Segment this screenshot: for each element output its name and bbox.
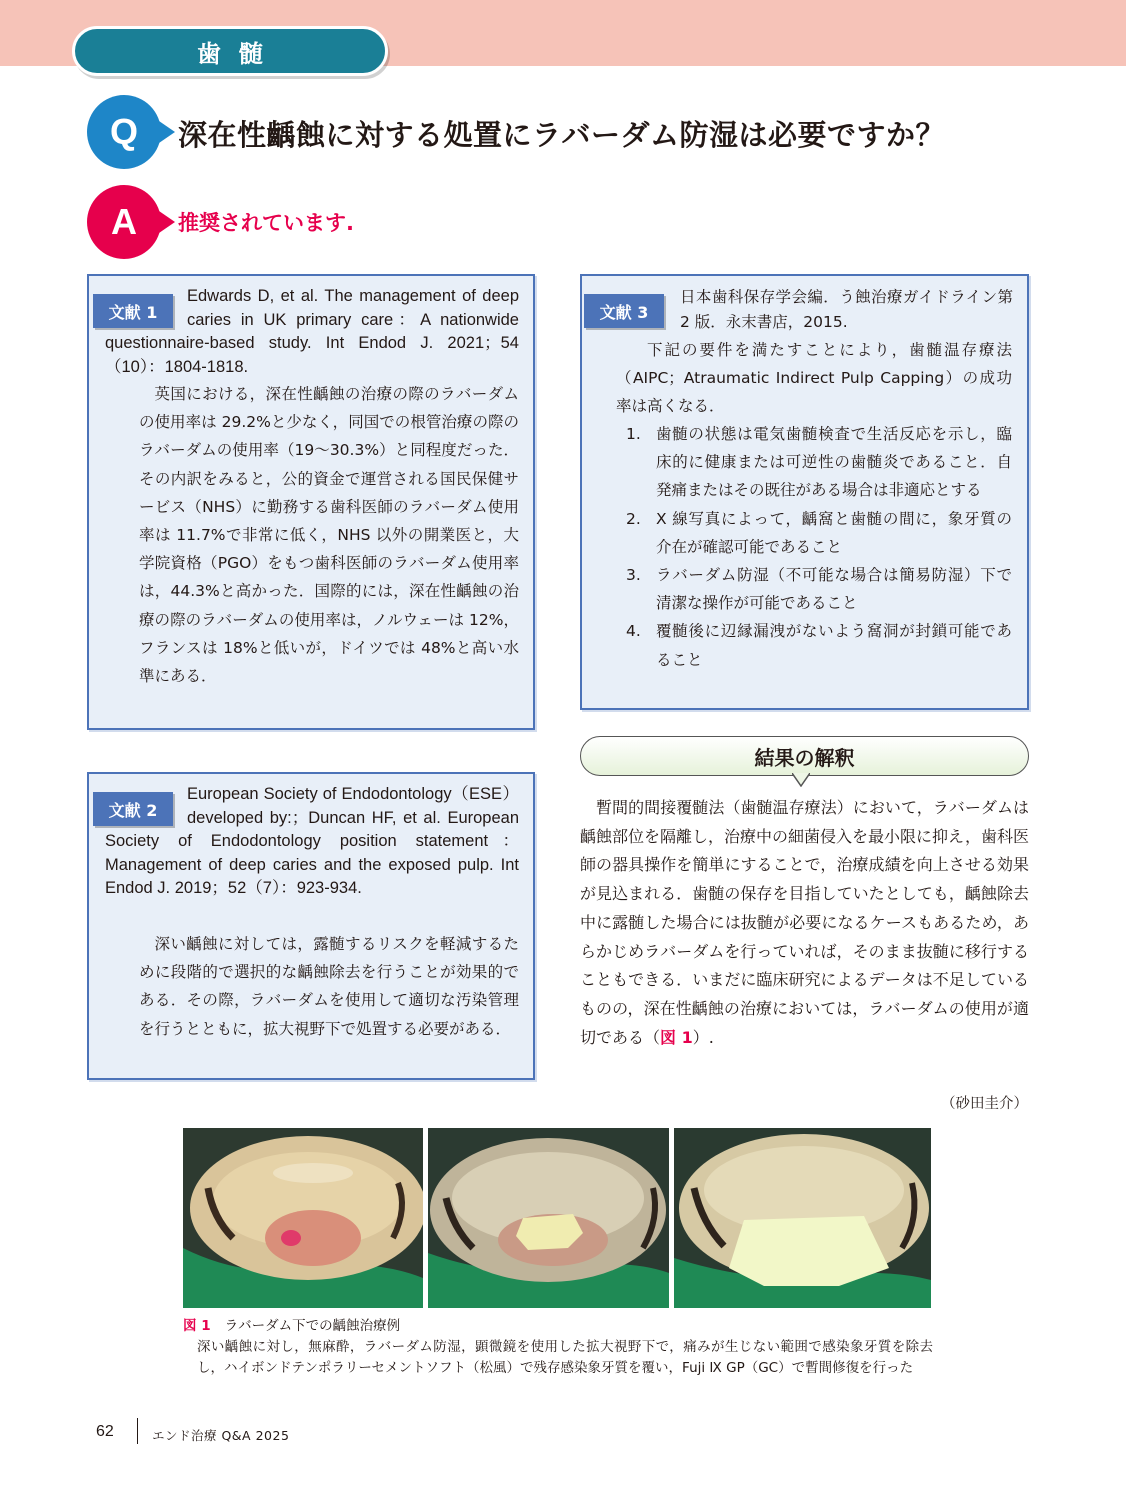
footer-divider xyxy=(137,1418,138,1444)
answer-text: 推奨されています. xyxy=(178,211,354,235)
requirement-list xyxy=(626,420,1012,674)
book-title: エンド治療 Q&A 2025 xyxy=(152,1428,290,1443)
reference-citation: 日本歯科保存学会編．う蝕治療ガイドライン第 2 版．永末書店，2015. xyxy=(680,288,1013,331)
figure-reference[interactable]: 図 1 xyxy=(660,1027,693,1047)
reference-box-1 xyxy=(87,274,535,730)
reference-summary: 深い齲蝕に対しては，露髄するリスクを軽減するために段階的で選択的な齲蝕除去を行うことが効果的である．その際，ラバーダムを使用して適切な汚染管理を行うとともに，拡大視野下で処置する必要がある． xyxy=(139,935,519,1038)
clinical-photo-2 xyxy=(428,1128,669,1308)
category-label: 歯髄 xyxy=(72,26,388,76)
clinical-photo-3 xyxy=(674,1128,931,1308)
question-badge: Q xyxy=(87,95,161,169)
clinical-photo-1 xyxy=(183,1128,423,1308)
figure-description: 深い齲蝕に対し，無麻酔，ラバーダム防湿，顕微鏡を使用した拡大視野下で，痛みが生じない範囲で感染象牙質を除去し，ハイボンドテンポラリーセメントソフト（松風）で残存感染象牙質を覆い，Fuji Ⅸ GP（GC）で暫間修復を行った xyxy=(197,1339,933,1376)
reference-citation: Edwards D, et al. The management of deep caries in UK primary care：A nationwide questionnaire-based study. Int Endod J. 2021；54（10）：1804-1818. xyxy=(105,287,519,376)
reference-box-3 xyxy=(580,274,1029,710)
heading-pointer xyxy=(792,773,810,787)
reference-tag: 文献 2 xyxy=(93,792,173,826)
reference-tag: 文献 1 xyxy=(93,294,173,328)
figure-caption xyxy=(183,1316,933,1379)
list-item: 4. 覆髄後に辺縁漏洩がないよう窩洞が封鎖可能であること xyxy=(626,622,1012,669)
answer-badge: A xyxy=(87,185,161,259)
reference-summary: 英国における，深在性齲蝕の治療の際のラバーダムの使用率は 29.2%と少なく，同国での根管治療の際のラバーダムの使用率（19〜30.3%）と同程度だった．その内訳をみると，公的資金で運営される国民保健サービス（NHS）に勤務する歯科医師のラバーダム使用率は 11.7%で非常に低く，NHS 以外の開業医と，大学院資格（PGO）をもつ歯科医師のラバーダム使用率は，44.3%と高かった．国際的には，深在性齲蝕の治療の際のラバーダムの使用率は，ノルウェーは 12%，フランスは 18%と低いが，ドイツでは 48%と高い水準にある． xyxy=(139,385,519,686)
page-number: 62 xyxy=(96,1423,114,1440)
reference-tag: 文献 3 xyxy=(584,294,664,328)
figure-title: ラバーダム下での齲蝕治療例 xyxy=(224,1318,401,1334)
reference-intro: 下記の要件を満たすことにより，歯髄温存療法（AIPC；Atraumatic Indirect Pulp Capping）の成功率は高くなる． xyxy=(616,341,1012,416)
list-item: 1. 歯髄の状態は電気歯髄検査で生活反応を示し，臨床的に健康または可逆性の歯髄炎であること．自発痛またはその既往がある場合は非適応とする xyxy=(626,425,1012,500)
result-heading: 結果の解釈 xyxy=(580,736,1029,776)
author-name: （砂田圭介） xyxy=(941,1096,1028,1112)
question-title: 深在性齲蝕に対する処置にラバーダム防湿は必要ですか？ xyxy=(178,118,946,152)
result-body: 暫間的間接覆髄法（歯髄温存療法）において，ラバーダムは齲蝕部位を隔離し，治療中の細菌侵入を最小限に抑え，歯科医師の器具操作を簡単にすることで，治療成績を向上させる効果が見込まれる．歯髄の保存を目指していたとしても，齲蝕除去中に露髄した場合には抜髄が必要になるケースもあるため，あらかじめラバーダムを行っていれば，そのまま抜髄に移行することもできる．いまだに臨床研究によるデータは不足しているものの，深在性齲蝕の治療においては，ラバーダムの使用が適切である（図 1）. xyxy=(580,798,1029,1047)
reference-box-2 xyxy=(87,772,535,1080)
reference-citation: European Society of Endodontology（ESE）developed by:；Duncan HF, et al. European Society of Endodontology position statement：Management of deep caries and the exposed pulp. Int Endod J. 2019；52（7）：923-934. xyxy=(105,785,519,897)
list-item: 3. ラバーダム防湿（不可能な場合は簡易防湿）下で清潔な操作が可能であること xyxy=(626,566,1012,613)
figure-label: 図 1 xyxy=(183,1318,211,1334)
list-item: 2. X 線写真によって，齲窩と歯髄の間に，象牙質の介在が確認可能であること xyxy=(626,509,1012,556)
